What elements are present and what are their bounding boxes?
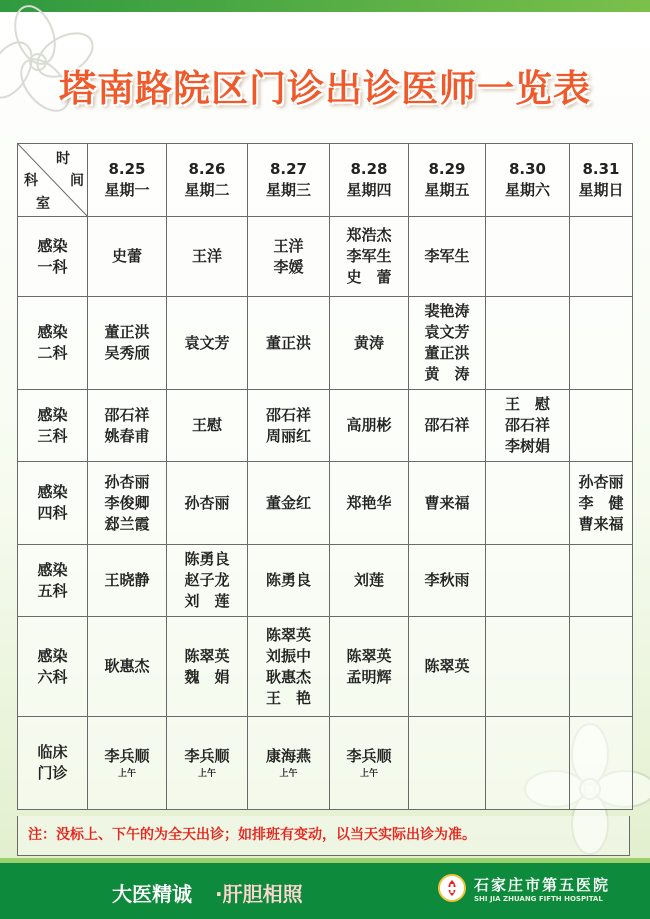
doctor-name: 陈翠英 bbox=[346, 646, 392, 665]
doctor-name: 黄涛 bbox=[353, 333, 384, 352]
doctor-cell bbox=[570, 617, 633, 717]
doctor-cell bbox=[248, 545, 330, 617]
doctor-cell bbox=[248, 390, 330, 462]
corner-dept-label: 室 bbox=[36, 196, 50, 212]
department-cell bbox=[18, 297, 88, 390]
department-label: 一科 bbox=[37, 257, 68, 276]
doctor-name: 李兵顺 bbox=[346, 746, 392, 765]
doctor-name: 周丽红 bbox=[265, 426, 311, 445]
doctor-name: 裴艳涛 bbox=[424, 302, 470, 320]
doctor-name: 王洋 bbox=[273, 236, 304, 255]
doctor-cell bbox=[248, 717, 330, 810]
department-label: 临床 bbox=[37, 743, 68, 761]
hospital-name: 石家庄市第五医院 bbox=[474, 876, 611, 894]
day-header: 8.31 星期日 bbox=[570, 144, 633, 217]
doctor-cell bbox=[570, 545, 633, 617]
doctor-name: 孙杏丽 bbox=[184, 493, 230, 512]
department-label: 感染 bbox=[37, 646, 68, 665]
doctor-name: 刘莲 bbox=[353, 571, 384, 589]
doctor-name: 李兵顺 bbox=[104, 746, 150, 765]
doctor-cell bbox=[570, 462, 633, 545]
doctor-cell bbox=[167, 217, 248, 297]
department-cell bbox=[18, 545, 88, 617]
doctor-name: 耿惠杰 bbox=[265, 667, 311, 686]
doctor-name: 郑浩杰 bbox=[346, 226, 392, 244]
doctor-cell bbox=[330, 545, 409, 617]
department-row bbox=[18, 390, 633, 462]
doctor-cell bbox=[570, 297, 633, 390]
department-cell bbox=[18, 390, 88, 462]
doctor-name: 王洋 bbox=[191, 247, 222, 265]
doctor-name: 董金红 bbox=[265, 493, 311, 512]
doctor-name: 郄兰霞 bbox=[104, 514, 150, 533]
doctor-cell bbox=[167, 617, 248, 717]
doctor-cell bbox=[167, 717, 248, 810]
department-label: 感染 bbox=[37, 236, 68, 255]
doctor-name: 王慰 bbox=[191, 416, 222, 434]
doctor-cell bbox=[330, 297, 409, 390]
doctor-cell bbox=[248, 462, 330, 545]
day-header: 8.29 星期五 bbox=[409, 144, 486, 217]
department-label: 五科 bbox=[37, 581, 68, 600]
doctor-name: 王晓静 bbox=[104, 571, 150, 589]
doctor-cell bbox=[88, 545, 167, 617]
doctor-cell bbox=[88, 617, 167, 717]
day-header: 8.25 星期一 bbox=[88, 144, 167, 217]
department-label: 感染 bbox=[37, 560, 68, 579]
doctor-name: 邵石祥 bbox=[424, 416, 470, 434]
doctor-cell bbox=[486, 717, 570, 810]
doctor-name: 吴秀颀 bbox=[104, 344, 150, 362]
department-label: 感染 bbox=[37, 405, 68, 424]
day-header: 8.27 星期三 bbox=[248, 144, 330, 217]
doctor-cell bbox=[570, 217, 633, 297]
header-row bbox=[18, 144, 633, 217]
doctor-cell bbox=[486, 462, 570, 545]
department-cell bbox=[18, 717, 88, 810]
doctor-name: 孙杏丽 bbox=[578, 472, 624, 491]
doctor-name: 史 蕾 bbox=[346, 268, 392, 286]
doctor-name: 李 健 bbox=[578, 493, 624, 512]
doctor-cell bbox=[486, 390, 570, 462]
department-row bbox=[18, 217, 633, 297]
day-header: 8.28 星期四 bbox=[330, 144, 409, 217]
department-label: 四科 bbox=[37, 504, 68, 522]
department-cell bbox=[18, 617, 88, 717]
department-label: 三科 bbox=[37, 426, 68, 445]
doctor-cell bbox=[88, 462, 167, 545]
hospital-english-name: SHI JIA ZHUANG FIFTH HOSPITAL bbox=[474, 895, 603, 903]
doctor-name: 王 艳 bbox=[265, 688, 311, 707]
doctor-cell bbox=[330, 390, 409, 462]
doctor-name: 邵石祥 bbox=[504, 416, 550, 434]
doctor-name: 刘 莲 bbox=[184, 592, 230, 610]
doctor-name: 姚春甫 bbox=[104, 426, 150, 445]
doctor-name: 董正洪 bbox=[424, 344, 470, 362]
doctor-name: 袁文芳 bbox=[424, 323, 470, 341]
session-label: 上午 bbox=[117, 768, 136, 779]
doctor-cell bbox=[409, 390, 486, 462]
session-label: 上午 bbox=[279, 768, 298, 779]
doctor-name: 陈勇良 bbox=[265, 571, 311, 589]
doctor-name: 李俊卿 bbox=[104, 493, 150, 512]
doctor-cell bbox=[409, 717, 486, 810]
doctor-cell bbox=[570, 717, 633, 810]
department-row bbox=[18, 297, 633, 390]
hospital-logo-icon bbox=[437, 873, 467, 903]
doctor-name: 刘振中 bbox=[265, 646, 311, 665]
slogan-left: 大医精诚 bbox=[112, 882, 192, 906]
doctor-cell bbox=[167, 462, 248, 545]
doctor-cell bbox=[88, 217, 167, 297]
department-label: 感染 bbox=[37, 323, 68, 341]
doctor-name: 赵子龙 bbox=[184, 571, 230, 589]
doctor-name: 董正洪 bbox=[265, 333, 311, 352]
doctor-cell bbox=[409, 462, 486, 545]
doctor-name: 李树娟 bbox=[504, 437, 550, 455]
doctor-cell bbox=[88, 390, 167, 462]
doctor-cell bbox=[88, 717, 167, 810]
doctor-name: 袁文芳 bbox=[184, 333, 230, 352]
doctor-name: 康海燕 bbox=[265, 746, 311, 765]
corner-dept-label: 科 bbox=[24, 173, 38, 189]
session-label: 上午 bbox=[197, 768, 216, 779]
doctor-name: 孙杏丽 bbox=[104, 472, 150, 491]
doctor-name: 李军生 bbox=[424, 247, 470, 265]
doctor-name: 陈翠英 bbox=[424, 657, 470, 675]
corner-cell bbox=[18, 144, 88, 217]
clinic-row bbox=[18, 717, 633, 810]
department-label: 门诊 bbox=[37, 764, 68, 782]
doctor-name: 陈翠英 bbox=[265, 625, 311, 644]
doctor-cell bbox=[409, 297, 486, 390]
doctor-name: 陈翠英 bbox=[184, 646, 230, 665]
doctor-name: 高朋彬 bbox=[346, 416, 392, 434]
doctor-cell bbox=[486, 617, 570, 717]
doctor-name: 李军生 bbox=[346, 247, 392, 265]
doctor-cell bbox=[248, 297, 330, 390]
corner-time-label: 间 bbox=[70, 173, 84, 189]
department-cell bbox=[18, 217, 88, 297]
doctor-name: 李秋雨 bbox=[424, 571, 470, 589]
corner-time-label: 时 bbox=[56, 151, 70, 167]
doctor-name: 曹来福 bbox=[578, 514, 624, 533]
doctor-cell bbox=[409, 217, 486, 297]
doctor-cell bbox=[570, 390, 633, 462]
department-cell bbox=[18, 462, 88, 545]
doctor-name: 史蕾 bbox=[111, 247, 142, 265]
doctor-name: 耿惠杰 bbox=[104, 657, 150, 675]
session-label: 上午 bbox=[359, 768, 378, 779]
doctor-cell bbox=[330, 217, 409, 297]
doctor-name: 邵石祥 bbox=[104, 405, 150, 424]
doctor-cell bbox=[409, 617, 486, 717]
doctor-cell bbox=[248, 617, 330, 717]
doctor-name: 曹来福 bbox=[424, 493, 470, 512]
department-row bbox=[18, 545, 633, 617]
doctor-cell bbox=[248, 217, 330, 297]
department-label: 二科 bbox=[37, 344, 68, 362]
doctor-cell bbox=[330, 717, 409, 810]
doctor-name: 黄 涛 bbox=[424, 365, 470, 383]
doctor-name: 陈勇良 bbox=[184, 550, 230, 568]
schedule-note: 注：没标上、下午的为全天出诊；如排班有变动，以当天实际出诊为准。 bbox=[17, 816, 630, 856]
doctor-cell bbox=[167, 390, 248, 462]
slogan-right: ·肝胆相照 bbox=[215, 882, 303, 906]
doctor-cell bbox=[167, 545, 248, 617]
doctor-name: 王 慰 bbox=[504, 395, 550, 413]
doctor-cell bbox=[486, 217, 570, 297]
page-title: 塔南路院区门诊出诊医师一览表 bbox=[59, 67, 591, 110]
footer-stripe bbox=[0, 858, 650, 863]
doctor-name: 邵石祥 bbox=[265, 405, 311, 424]
doctor-cell bbox=[486, 297, 570, 390]
doctor-name: 李兵顺 bbox=[184, 746, 230, 765]
day-header: 8.30 星期六 bbox=[486, 144, 570, 217]
doctor-cell bbox=[486, 545, 570, 617]
doctor-cell bbox=[330, 462, 409, 545]
doctor-name: 郑艳华 bbox=[346, 493, 392, 512]
department-label: 感染 bbox=[37, 483, 68, 501]
department-label: 六科 bbox=[37, 667, 68, 686]
doctor-name: 魏 娟 bbox=[184, 667, 230, 686]
day-header: 8.26 星期二 bbox=[167, 144, 248, 217]
doctor-cell bbox=[88, 297, 167, 390]
doctor-cell bbox=[167, 297, 248, 390]
department-row bbox=[18, 462, 633, 545]
doctor-name: 李媛 bbox=[273, 257, 304, 276]
schedule-table bbox=[17, 143, 633, 810]
doctor-name: 董正洪 bbox=[104, 323, 150, 341]
doctor-cell bbox=[409, 545, 486, 617]
doctor-name: 孟明辉 bbox=[346, 667, 392, 686]
department-row bbox=[18, 617, 633, 717]
doctor-cell bbox=[330, 617, 409, 717]
